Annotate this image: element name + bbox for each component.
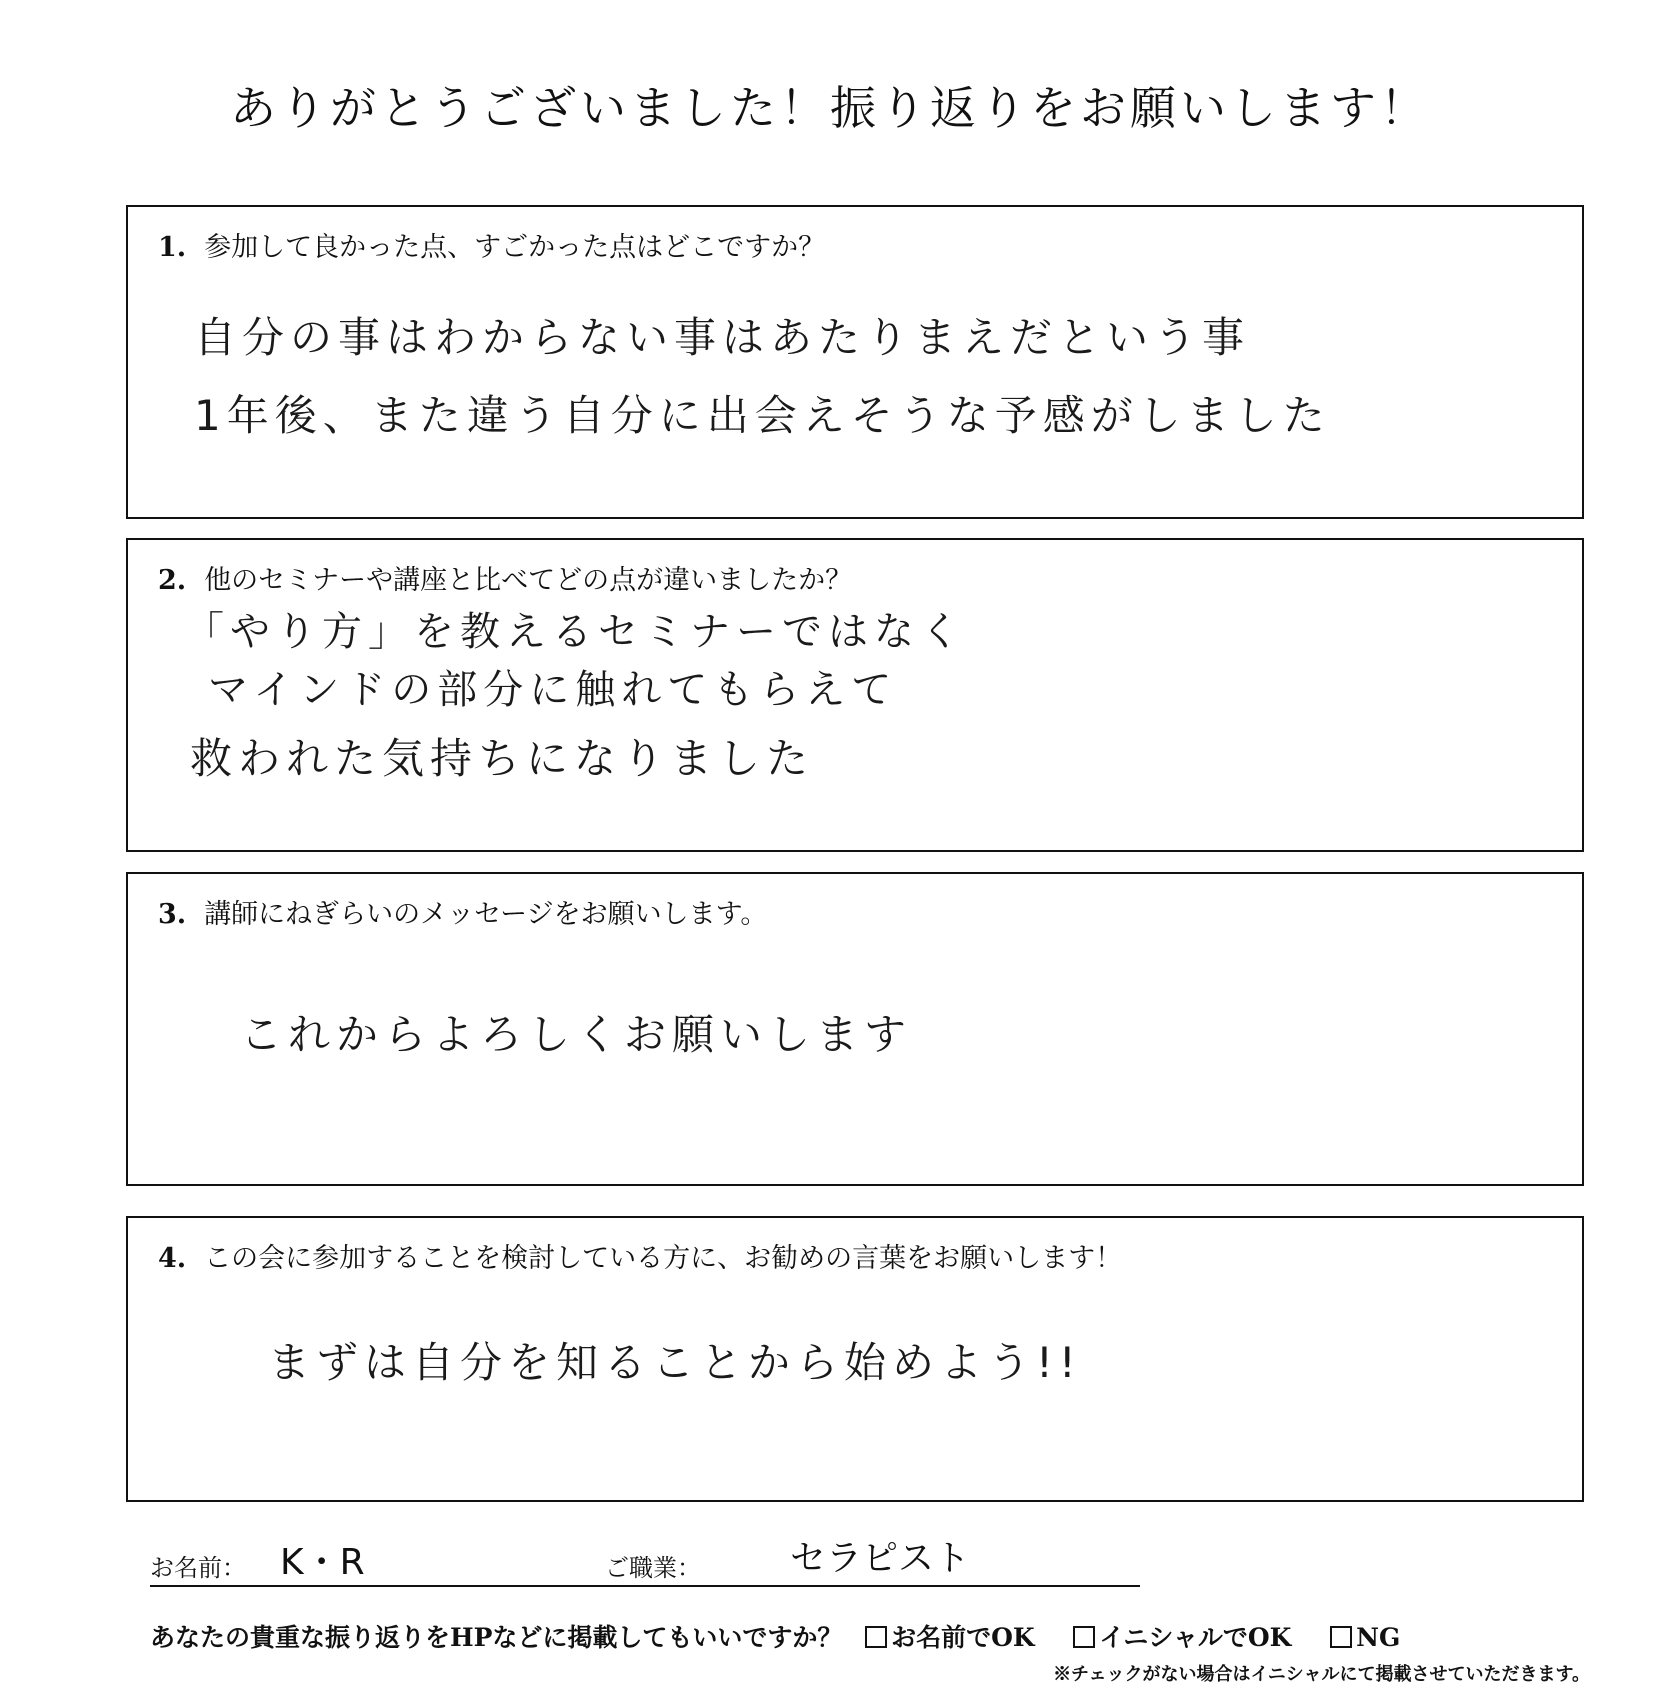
question-number: 2. <box>158 565 187 596</box>
name-label: お名前： <box>150 1554 246 1582</box>
consent-option-name[interactable] <box>865 1623 1035 1652</box>
question-number: 1. <box>158 232 187 263</box>
question-text: 他のセミナーや講座と比べてどの点が違いましたか？ <box>204 565 853 596</box>
checkbox[interactable] <box>1073 1626 1095 1648</box>
name-value: K・R <box>280 1542 365 1583</box>
option-label: お名前でOK <box>891 1623 1035 1652</box>
question-box-4 <box>126 1216 1584 1502</box>
answer-line: マインドの部分に触れてもらえて <box>208 667 898 713</box>
question-number: 3. <box>158 899 187 930</box>
question-title <box>158 558 852 597</box>
consent-question: あなたの貴重な振り返りをHPなどに掲載してもいいですか？ <box>150 1623 843 1652</box>
question-text: この会に参加することを検討している方に、お勧めの言葉をお願いします！ <box>204 1243 1123 1274</box>
option-label: イニシャルでOK <box>1099 1623 1292 1652</box>
consent-note: ※チェックがない場合はイニシャルにて掲載させていただきます。 <box>1053 1664 1590 1685</box>
question-box-2 <box>126 538 1584 852</box>
option-label: NG <box>1356 1623 1401 1652</box>
answer-line: 「やり方」を教えるセミナーではなく <box>184 609 966 655</box>
answer-line: 自分の事はわからない事はあたりまえだという事 <box>194 313 1251 362</box>
checkbox[interactable] <box>865 1626 887 1648</box>
occupation-value: セラピスト <box>790 1538 971 1579</box>
occupation-label: ご職業： <box>605 1554 701 1582</box>
answer-line: 1年後、また違う自分に出会えそうな予感がしました <box>194 391 1331 440</box>
consent-option-ng[interactable] <box>1330 1623 1400 1652</box>
answer-line: これからよろしくお願いします <box>240 1010 913 1059</box>
answer-line: 救われた気持ちになりました <box>190 734 815 783</box>
question-title <box>158 1236 1122 1275</box>
respondent-info-row <box>150 1535 1140 1587</box>
checkbox[interactable] <box>1330 1626 1352 1648</box>
answer-line: まずは自分を知ることから始めよう!! <box>268 1338 1082 1387</box>
question-number: 4. <box>158 1243 187 1274</box>
page-title: ありがとうございました！振り返りをお願いします！ <box>230 81 1430 135</box>
question-text: 講師にねぎらいのメッセージをお願いします。 <box>204 899 768 930</box>
publication-consent <box>150 1618 1400 1654</box>
consent-option-initial[interactable] <box>1073 1623 1291 1652</box>
question-title <box>158 892 767 931</box>
question-box-1 <box>126 205 1584 519</box>
question-box-3 <box>126 872 1584 1186</box>
question-text: 参加して良かった点、すごかった点はどこですか？ <box>204 232 826 263</box>
question-title <box>158 225 825 264</box>
